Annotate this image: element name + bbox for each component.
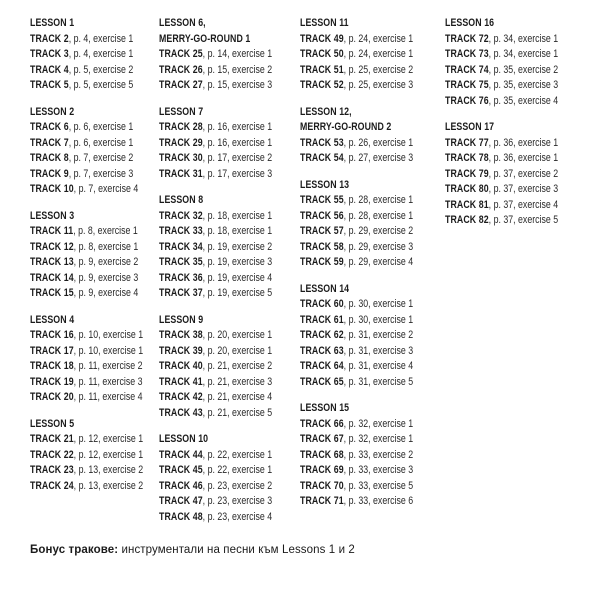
track-label: TRACK 2 — [30, 32, 69, 45]
track-row — [159, 271, 300, 287]
track-label: TRACK 20 — [30, 391, 74, 403]
track-details: , p. 21, exercise 4 — [202, 391, 273, 403]
track-details: , p. 9, exercise 4 — [73, 287, 139, 299]
track-details: , p. 30, exercise 1 — [343, 313, 414, 326]
track-label: TRACK 29 — [159, 136, 203, 149]
track-label: TRACK 3 — [30, 48, 69, 60]
track-label: TRACK 76 — [445, 94, 489, 107]
lesson-section — [300, 105, 441, 167]
lesson-section — [30, 16, 171, 94]
track-details: , p. 24, exercise 1 — [343, 48, 414, 60]
track-row — [159, 510, 300, 526]
track-row — [159, 463, 300, 479]
lesson-header: LESSON 2 — [30, 105, 75, 118]
track-label: TRACK 81 — [445, 198, 489, 211]
track-row — [159, 120, 300, 136]
lesson-section — [159, 105, 300, 183]
track-label: TRACK 16 — [30, 329, 74, 341]
lesson-section — [300, 178, 441, 271]
track-row — [30, 286, 171, 302]
track-label: TRACK 12 — [30, 240, 74, 253]
track-details: , p. 37, exercise 3 — [488, 183, 559, 195]
track-details: , p. 25, exercise 2 — [343, 63, 414, 76]
track-row — [300, 136, 441, 152]
track-row — [159, 448, 300, 464]
track-row — [159, 494, 300, 510]
track-label: TRACK 40 — [159, 360, 203, 372]
track-label: TRACK 48 — [159, 510, 203, 523]
track-label: TRACK 64 — [300, 360, 344, 372]
lesson-section — [445, 16, 586, 109]
track-row — [30, 47, 171, 63]
track-column-2 — [159, 16, 300, 536]
track-row — [445, 94, 586, 110]
track-details: , p. 25, exercise 3 — [343, 79, 414, 91]
track-details: , p. 20, exercise 1 — [202, 329, 273, 341]
track-column-3 — [300, 16, 441, 521]
track-details: , p. 8, exercise 1 — [73, 225, 138, 237]
track-details: , p. 18, exercise 1 — [202, 225, 273, 237]
track-details: , p. 13, exercise 2 — [73, 479, 144, 492]
track-details: , p. 30, exercise 1 — [343, 298, 414, 310]
track-label: TRACK 65 — [300, 375, 344, 388]
track-details: , p. 12, exercise 1 — [73, 448, 144, 461]
track-label: TRACK 79 — [445, 167, 489, 180]
track-row — [159, 240, 300, 256]
track-label: TRACK 47 — [159, 495, 203, 507]
track-label: TRACK 39 — [159, 344, 203, 357]
track-label: TRACK 18 — [30, 360, 74, 372]
track-row — [159, 167, 300, 183]
bonus-note-label: Бонус тракове: — [30, 544, 119, 556]
track-row — [30, 78, 171, 94]
track-row — [30, 32, 171, 48]
track-label: TRACK 30 — [159, 152, 203, 164]
track-row — [445, 32, 586, 48]
track-row — [445, 63, 586, 79]
track-details: , p. 23, exercise 2 — [202, 479, 273, 492]
track-details: , p. 35, exercise 4 — [488, 94, 559, 107]
track-row — [300, 313, 441, 329]
track-row — [30, 448, 171, 464]
track-label: TRACK 5 — [30, 79, 69, 91]
track-row — [30, 375, 171, 391]
track-details: , p. 13, exercise 2 — [73, 464, 144, 476]
lesson-header: LESSON 15 — [300, 402, 350, 414]
track-details: , p. 24, exercise 1 — [343, 32, 414, 45]
track-row — [300, 375, 441, 391]
lesson-section — [159, 313, 300, 422]
track-details: , p. 9, exercise 3 — [73, 271, 139, 284]
track-details: , p. 32, exercise 1 — [343, 417, 414, 430]
lesson-section — [159, 432, 300, 525]
track-label: TRACK 27 — [159, 79, 203, 91]
track-details: , p. 37, exercise 5 — [488, 214, 559, 226]
track-label: TRACK 54 — [300, 152, 344, 164]
track-label: TRACK 7 — [30, 136, 69, 149]
track-details: , p. 32, exercise 1 — [343, 433, 414, 445]
lesson-section — [30, 209, 171, 302]
track-row — [445, 47, 586, 63]
track-row — [300, 224, 441, 240]
track-details: , p. 31, exercise 4 — [343, 360, 414, 372]
track-details: , p. 4, exercise 1 — [68, 48, 134, 60]
track-details: , p. 19, exercise 5 — [202, 287, 273, 299]
track-row — [30, 463, 171, 479]
track-details: , p. 5, exercise 2 — [68, 63, 134, 76]
lesson-section — [300, 282, 441, 391]
track-label: TRACK 74 — [445, 63, 489, 76]
track-label: TRACK 71 — [300, 495, 344, 507]
track-label: TRACK 34 — [159, 240, 203, 253]
track-details: , p. 34, exercise 1 — [488, 32, 559, 45]
track-details: , p. 14, exercise 1 — [202, 48, 273, 60]
track-row — [159, 47, 300, 63]
track-label: TRACK 28 — [159, 121, 203, 133]
track-row — [159, 63, 300, 79]
track-column-4 — [445, 16, 586, 240]
track-row — [300, 47, 441, 63]
lesson-header: LESSON 17 — [445, 121, 495, 133]
track-label: TRACK 75 — [445, 79, 489, 91]
track-details: , p. 10, exercise 1 — [73, 329, 144, 341]
track-row — [30, 390, 171, 406]
track-row — [159, 344, 300, 360]
track-column-1 — [30, 16, 171, 505]
track-row — [300, 417, 441, 433]
track-row — [159, 390, 300, 406]
track-details: , p. 28, exercise 1 — [343, 194, 414, 206]
track-label: TRACK 61 — [300, 313, 344, 326]
track-row — [300, 344, 441, 360]
track-details: , p. 15, exercise 2 — [202, 63, 273, 76]
track-label: TRACK 68 — [300, 448, 344, 461]
lesson-header: LESSON 16 — [445, 17, 495, 29]
track-label: TRACK 13 — [30, 256, 74, 268]
track-details: , p. 16, exercise 1 — [202, 121, 273, 133]
lesson-section — [300, 401, 441, 510]
track-label: TRACK 51 — [300, 63, 344, 76]
track-label: TRACK 78 — [445, 152, 489, 164]
track-row — [30, 151, 171, 167]
lesson-header: LESSON 8 — [159, 194, 204, 206]
lesson-section — [30, 105, 171, 198]
lesson-header: LESSON 7 — [159, 105, 204, 118]
track-details: , p. 36, exercise 1 — [488, 136, 559, 149]
lesson-header: LESSON 10 — [159, 433, 209, 445]
bonus-note-text: инструментали на песни към Lessons 1 и 2 — [118, 544, 355, 556]
track-label: TRACK 66 — [300, 417, 344, 430]
track-row — [30, 432, 171, 448]
lesson-header: LESSON 14 — [300, 282, 350, 295]
track-label: TRACK 33 — [159, 225, 203, 237]
track-label: TRACK 22 — [30, 448, 74, 461]
track-details: , p. 11, exercise 2 — [73, 360, 143, 372]
track-details: , p. 26, exercise 1 — [343, 136, 414, 149]
track-label: TRACK 25 — [159, 48, 203, 60]
track-row — [300, 63, 441, 79]
track-details: , p. 11, exercise 4 — [73, 391, 143, 403]
track-row — [300, 448, 441, 464]
track-label: TRACK 72 — [445, 32, 489, 45]
bonus-note — [30, 542, 355, 558]
track-details: , p. 19, exercise 2 — [202, 240, 273, 253]
track-label: TRACK 55 — [300, 194, 344, 206]
track-details: , p. 35, exercise 2 — [488, 63, 559, 76]
track-details: , p. 31, exercise 3 — [343, 344, 414, 357]
track-label: TRACK 62 — [300, 329, 344, 341]
track-label: TRACK 50 — [300, 48, 344, 60]
track-details: , p. 37, exercise 2 — [488, 167, 559, 180]
track-row — [445, 151, 586, 167]
track-label: TRACK 59 — [300, 256, 344, 268]
track-row — [159, 328, 300, 344]
track-row — [159, 224, 300, 240]
lesson-header: MERRY-GO-ROUND 2 — [300, 121, 392, 133]
track-label: TRACK 63 — [300, 344, 344, 357]
track-label: TRACK 82 — [445, 214, 489, 226]
track-details: , p. 21, exercise 3 — [202, 375, 273, 388]
track-row — [445, 182, 586, 198]
track-details: , p. 27, exercise 3 — [343, 152, 414, 164]
track-label: TRACK 57 — [300, 225, 344, 237]
track-row — [159, 479, 300, 495]
track-details: , p. 33, exercise 3 — [343, 464, 414, 476]
lesson-header: LESSON 6, — [159, 17, 206, 29]
lesson-header: LESSON 1 — [30, 17, 75, 29]
track-row — [159, 151, 300, 167]
track-details: , p. 29, exercise 2 — [343, 225, 414, 237]
track-row — [300, 78, 441, 94]
track-label: TRACK 80 — [445, 183, 489, 195]
track-row — [30, 63, 171, 79]
track-label: TRACK 46 — [159, 479, 203, 492]
track-details: , p. 7, exercise 2 — [68, 152, 134, 164]
track-details: , p. 31, exercise 2 — [343, 329, 414, 341]
track-row — [300, 494, 441, 510]
track-row — [300, 297, 441, 313]
track-details: , p. 17, exercise 3 — [202, 167, 273, 180]
track-row — [30, 255, 171, 271]
track-label: TRACK 42 — [159, 391, 203, 403]
track-details: , p. 12, exercise 1 — [73, 433, 144, 445]
track-label: TRACK 32 — [159, 209, 203, 222]
lesson-header: LESSON 4 — [30, 313, 75, 326]
lesson-section — [159, 193, 300, 302]
track-details: , p. 6, exercise 1 — [68, 136, 134, 149]
track-row — [445, 213, 586, 229]
track-details: , p. 18, exercise 1 — [202, 209, 273, 222]
track-row — [159, 375, 300, 391]
lesson-header: LESSON 5 — [30, 417, 75, 430]
track-label: TRACK 37 — [159, 287, 203, 299]
track-label: TRACK 24 — [30, 479, 74, 492]
lesson-header: LESSON 13 — [300, 178, 350, 191]
lesson-header: LESSON 12, — [300, 105, 352, 118]
track-details: , p. 11, exercise 3 — [73, 375, 143, 388]
track-row — [300, 479, 441, 495]
track-label: TRACK 8 — [30, 152, 69, 164]
track-details: , p. 9, exercise 2 — [73, 256, 139, 268]
track-label: TRACK 35 — [159, 256, 203, 268]
track-row — [300, 193, 441, 209]
track-details: , p. 7, exercise 4 — [73, 183, 139, 195]
track-details: , p. 21, exercise 5 — [202, 406, 273, 419]
track-row — [445, 198, 586, 214]
lesson-section — [30, 313, 171, 406]
track-label: TRACK 36 — [159, 271, 203, 284]
lesson-header: LESSON 11 — [300, 17, 349, 29]
track-row — [300, 359, 441, 375]
track-details: , p. 37, exercise 4 — [488, 198, 559, 211]
track-row — [30, 479, 171, 495]
track-row — [30, 224, 171, 240]
track-details: , p. 28, exercise 1 — [343, 209, 414, 222]
track-row — [300, 32, 441, 48]
track-label: TRACK 23 — [30, 464, 74, 476]
track-label: TRACK 67 — [300, 433, 344, 445]
track-label: TRACK 14 — [30, 271, 74, 284]
track-details: , p. 33, exercise 6 — [343, 495, 414, 507]
track-row — [30, 240, 171, 256]
track-label: TRACK 19 — [30, 375, 74, 388]
track-row — [30, 167, 171, 183]
track-row — [30, 344, 171, 360]
lesson-section — [445, 120, 586, 229]
track-label: TRACK 6 — [30, 121, 69, 133]
track-details: , p. 34, exercise 1 — [488, 48, 559, 60]
track-details: , p. 33, exercise 5 — [343, 479, 414, 492]
track-details: , p. 19, exercise 4 — [202, 271, 273, 284]
track-row — [159, 255, 300, 271]
lesson-header: MERRY-GO-ROUND 1 — [159, 32, 251, 45]
track-label: TRACK 43 — [159, 406, 203, 419]
track-details: , p. 22, exercise 1 — [202, 464, 273, 476]
lesson-section — [159, 16, 300, 94]
track-label: TRACK 70 — [300, 479, 344, 492]
track-row — [30, 136, 171, 152]
track-label: TRACK 10 — [30, 183, 74, 195]
lesson-section — [300, 16, 441, 94]
lesson-section — [30, 417, 171, 495]
track-row — [300, 432, 441, 448]
track-row — [445, 136, 586, 152]
track-details: , p. 22, exercise 1 — [202, 448, 273, 461]
track-row — [445, 78, 586, 94]
track-details: , p. 29, exercise 4 — [343, 256, 414, 268]
track-row — [30, 271, 171, 287]
track-details: , p. 8, exercise 1 — [73, 240, 139, 253]
track-row — [159, 78, 300, 94]
track-details: , p. 23, exercise 4 — [202, 510, 273, 523]
track-details: , p. 7, exercise 3 — [68, 167, 134, 180]
track-row — [445, 167, 586, 183]
track-row — [300, 209, 441, 225]
track-label: TRACK 52 — [300, 79, 344, 91]
track-row — [30, 182, 171, 198]
track-details: , p. 15, exercise 3 — [202, 79, 273, 91]
track-row — [159, 359, 300, 375]
track-label: TRACK 4 — [30, 63, 69, 76]
track-details: , p. 29, exercise 3 — [343, 240, 414, 253]
track-label: TRACK 69 — [300, 464, 344, 476]
track-details: , p. 10, exercise 1 — [73, 344, 144, 357]
track-details: , p. 17, exercise 2 — [202, 152, 273, 164]
track-row — [300, 151, 441, 167]
track-row — [300, 463, 441, 479]
track-label: TRACK 44 — [159, 448, 203, 461]
track-row — [159, 136, 300, 152]
track-details: , p. 16, exercise 1 — [202, 136, 273, 149]
track-row — [30, 359, 171, 375]
track-details: , p. 20, exercise 1 — [202, 344, 273, 357]
track-label: TRACK 60 — [300, 298, 344, 310]
track-label: TRACK 41 — [159, 375, 203, 388]
track-row — [159, 286, 300, 302]
track-label: TRACK 49 — [300, 32, 344, 45]
track-details: , p. 4, exercise 1 — [68, 32, 134, 45]
lesson-header: LESSON 9 — [159, 313, 204, 326]
track-row — [300, 240, 441, 256]
track-label: TRACK 77 — [445, 136, 489, 149]
track-label: TRACK 38 — [159, 329, 203, 341]
lesson-header: LESSON 3 — [30, 209, 75, 222]
track-row — [159, 209, 300, 225]
track-label: TRACK 31 — [159, 167, 203, 180]
track-details: , p. 35, exercise 3 — [488, 79, 559, 91]
track-label: TRACK 26 — [159, 63, 203, 76]
track-label: TRACK 45 — [159, 464, 203, 476]
track-details: , p. 5, exercise 5 — [68, 79, 134, 91]
track-details: , p. 36, exercise 1 — [488, 152, 559, 164]
track-label: TRACK 17 — [30, 344, 74, 357]
track-details: , p. 6, exercise 1 — [68, 121, 134, 133]
track-details: , p. 33, exercise 2 — [343, 448, 414, 461]
track-row — [300, 328, 441, 344]
track-row — [30, 328, 171, 344]
track-label: TRACK 11 — [30, 225, 74, 237]
track-label: TRACK 21 — [30, 433, 74, 445]
track-label: TRACK 15 — [30, 287, 74, 299]
track-details: , p. 31, exercise 5 — [343, 375, 414, 388]
track-details: , p. 23, exercise 3 — [202, 495, 273, 507]
track-label: TRACK 53 — [300, 136, 344, 149]
track-label: TRACK 58 — [300, 240, 344, 253]
track-details: , p. 21, exercise 2 — [202, 360, 273, 372]
track-label: TRACK 56 — [300, 209, 344, 222]
track-label: TRACK 9 — [30, 167, 69, 180]
track-label: TRACK 73 — [445, 48, 489, 60]
track-details: , p. 19, exercise 3 — [202, 256, 273, 268]
track-row — [300, 255, 441, 271]
track-row — [30, 120, 171, 136]
track-row — [159, 406, 300, 422]
